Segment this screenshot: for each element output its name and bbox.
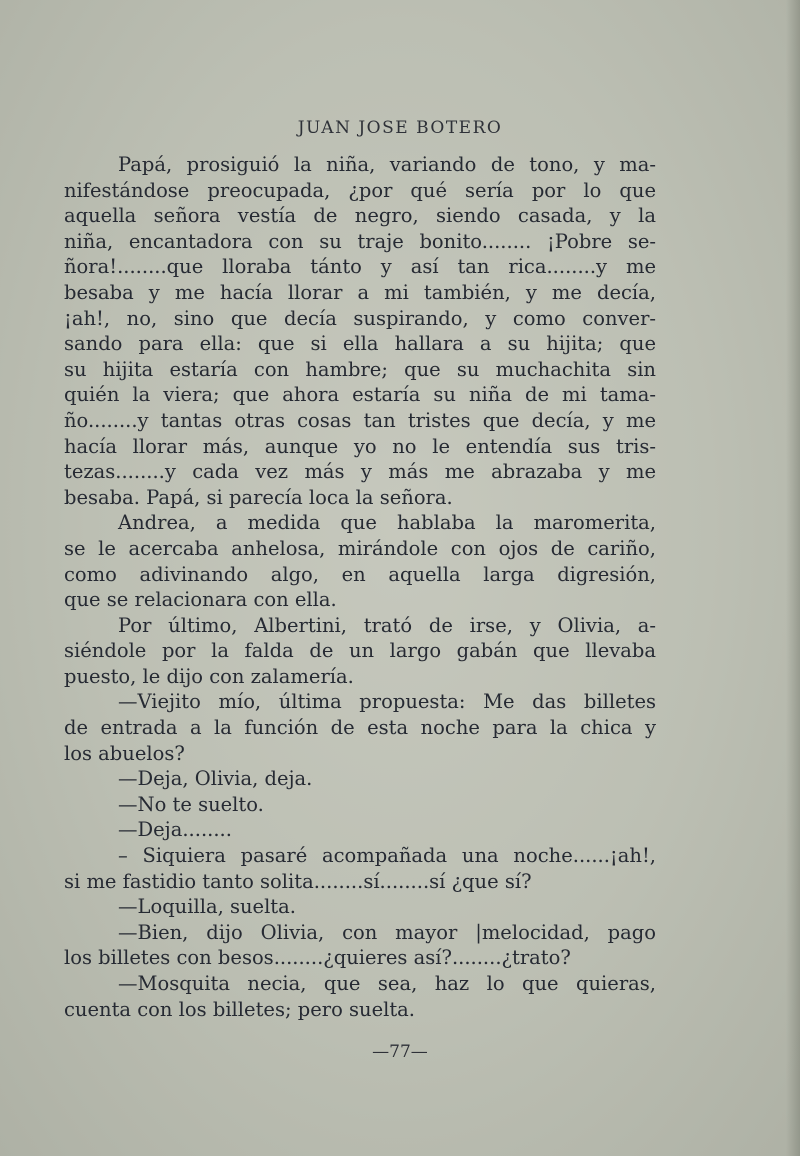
text-line: —Bien, dijo Olivia, con mayor |melocidad, pago	[118, 920, 656, 944]
text-line: —Deja, Olivia, deja.	[118, 767, 313, 791]
text-line: su hijita estaría con hambre; que su muchachita sin	[64, 357, 656, 381]
text-line: besaba y me hacía llorar a mi también, y me decía,	[64, 280, 656, 304]
text-line: que se relacionara con ella.	[64, 588, 337, 612]
page-number: —77—	[372, 1042, 428, 1062]
text-line: tezas........y cada vez más y más me abrazaba y me	[64, 460, 656, 484]
text-line: Papá, prosiguió la niña, variando de tono, y ma-	[118, 153, 656, 176]
text-line: de entrada a la función de esta noche para la chica y	[64, 716, 656, 740]
text-line: cuenta con los billetes; pero suelta.	[64, 997, 416, 1021]
text-line: —Deja........	[118, 818, 232, 842]
page-edge-shadow	[786, 0, 800, 1156]
text-line: como adivinando algo, en aquella larga digresión,	[64, 562, 656, 586]
text-line: sando para ella: que si ella hallara a su hijita; que	[64, 332, 656, 356]
text-line: se le acercaba anhelosa, mirándole con ojos de cariño,	[64, 536, 656, 560]
text-line: nifestándose preocupada, ¿por qué sería por lo que	[64, 178, 656, 202]
text-line: siéndole por la falda de un largo gabán que llevaba	[64, 639, 656, 663]
text-line: —No te suelto.	[118, 792, 264, 816]
text-line: —Loquilla, suelta.	[118, 895, 296, 919]
text-line: si me fastidio tanto solita........sí........sí ¿que sí?	[64, 869, 532, 893]
text-line: ño........y tantas otras cosas tan tristes que decía, y me	[64, 408, 656, 432]
text-line: niña, encantadora con su traje bonito........ ¡Pobre se-	[64, 229, 656, 253]
body-text	[64, 152, 656, 1022]
text-line: los abuelos?	[64, 741, 185, 765]
text-line: besaba. Papá, si parecía loca la señora.	[64, 485, 453, 509]
text-line: los billetes con besos........¿quieres así?........¿trato?	[64, 946, 571, 970]
text-line: puesto, le dijo con zalamería.	[64, 664, 354, 688]
text-line: quién la viera; que ahora estaría su niña de mi tama-	[64, 383, 656, 407]
text-line: – Siquiera pasaré acompañada una noche......¡ah!,	[118, 844, 656, 868]
text-line: —Viejito mío, última propuesta: Me das billetes	[118, 690, 656, 714]
text-line: aquella señora vestía de negro, siendo casada, y la	[64, 204, 656, 228]
text-line: hacía llorar más, aunque yo no le entendía sus tris-	[64, 434, 656, 458]
running-header: JUAN JOSE BOTERO	[297, 118, 503, 138]
text-line: Andrea, a medida que hablaba la maromerita,	[118, 511, 656, 535]
text-line: Por último, Albertini, trató de irse, y Olivia, a-	[118, 613, 656, 637]
text-line: —Mosquita necia, que sea, haz lo que quieras,	[118, 972, 656, 995]
text-line: ñora!........que lloraba tánto y así tan rica........y me	[64, 255, 656, 279]
text-line: ¡ah!, no, sino que decía suspirando, y como conver-	[64, 306, 656, 330]
